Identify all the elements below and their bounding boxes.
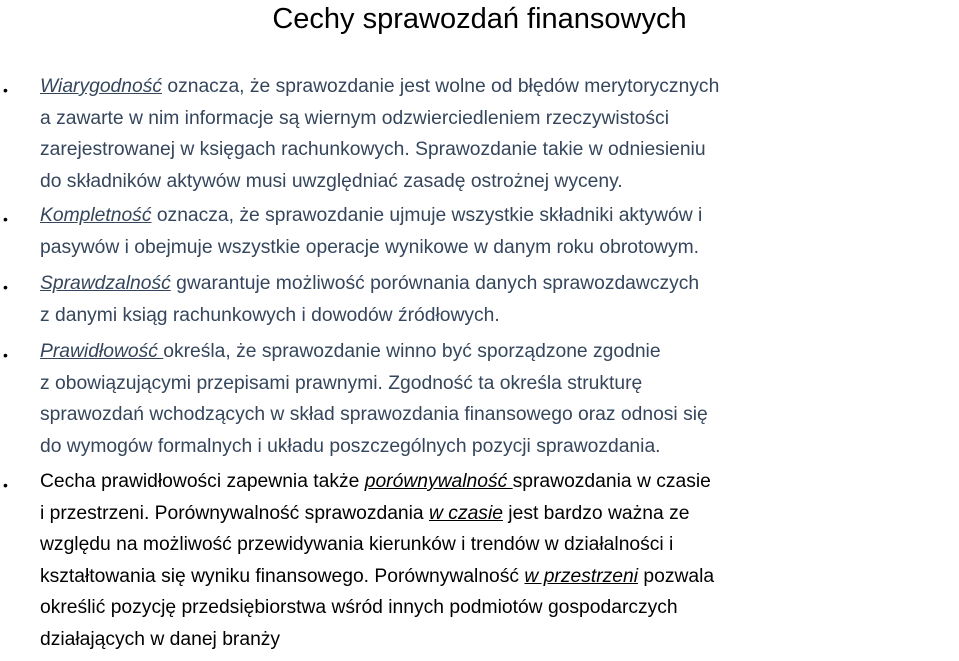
line — [40, 498, 714, 530]
text: gwarantuje możliwość porównania danych sprawozdawczych — [170, 273, 700, 294]
term-wiarygodnosc: Wiarygodność — [40, 76, 162, 97]
term-porownywalnosc: porównywalność — [364, 471, 513, 492]
bullet-icon: • — [3, 279, 8, 295]
term-w-przestrzeni: w przestrzeni — [524, 565, 639, 587]
term-sprawdzalnosc: Sprawdzalność — [40, 273, 171, 294]
text: jest bardzo ważna ze — [502, 502, 690, 524]
term-kompletnosc: Kompletność — [40, 205, 152, 226]
bullet-icon: • — [3, 211, 8, 227]
paragraph-porownywalnosc — [40, 466, 714, 655]
text: oznacza, że sprawozdanie ujmuje wszystkie składniki aktywów i — [151, 205, 703, 226]
line: do składników aktywów musi uwzględniać zasadę ostrożnej wyceny. — [40, 170, 623, 192]
text: Cecha prawidłowości zapewnia także — [40, 471, 365, 492]
line — [40, 268, 699, 300]
line: z obowiązującymi przepisami prawnymi. Zgodność ta określa strukturę — [40, 372, 643, 394]
term-w-czasie: w czasie — [429, 502, 503, 524]
line: określić pozycję przedsiębiorstwa wśród innych podmiotów gospodarczych — [40, 597, 678, 618]
page-title: Cechy sprawozdań finansowych — [272, 3, 687, 35]
term-prawidlowosc: Prawidłowość — [40, 341, 164, 362]
line — [40, 71, 719, 103]
text: kształtowania się wyniku finansowego. Porównywalność — [40, 565, 525, 587]
line — [40, 200, 702, 232]
line: z danymi ksiąg rachunkowych i dowodów źródłowych. — [40, 304, 500, 326]
text: określa, że sprawozdanie winno być sporządzone zgodnie — [163, 341, 661, 362]
line: działających w danej branży — [40, 628, 281, 650]
text: sprawozdania w czasie — [512, 471, 711, 492]
paragraph-kompletnosc — [40, 200, 702, 263]
bullet-icon: • — [3, 82, 8, 98]
text: oznacza, że sprawozdanie jest wolne od błędów merytorycznych — [162, 76, 720, 97]
text: pozwala — [638, 565, 715, 587]
text: i przestrzeni. Porównywalność sprawozdania — [40, 502, 430, 524]
line: sprawozdań wchodzących w skład sprawozdania finansowego oraz odnosi się — [40, 404, 708, 425]
line: do wymogów formalnych i układu poszczególnych pozycji sprawozdania. — [40, 435, 661, 457]
bullet-icon: • — [3, 477, 8, 493]
line: pasywów i obejmuje wszystkie operacje wynikowe w danym roku obrotowym. — [40, 236, 700, 258]
line — [40, 466, 714, 498]
line: a zawarte w nim informacje są wiernym odzwierciedleniem rzeczywistości — [40, 107, 669, 129]
line — [40, 336, 708, 368]
line — [40, 561, 714, 593]
line: zarejestrowanej w księgach rachunkowych. Sprawozdanie takie w odniesieniu — [40, 139, 706, 160]
paragraph-prawidlowosc — [40, 336, 708, 462]
paragraph-sprawdzalnosc — [40, 268, 699, 331]
paragraph-wiarygodnosc — [40, 71, 719, 197]
bullet-icon: • — [3, 347, 8, 363]
line: względu na możliwość przewidywania kierunków i trendów w działalności i — [40, 534, 674, 555]
